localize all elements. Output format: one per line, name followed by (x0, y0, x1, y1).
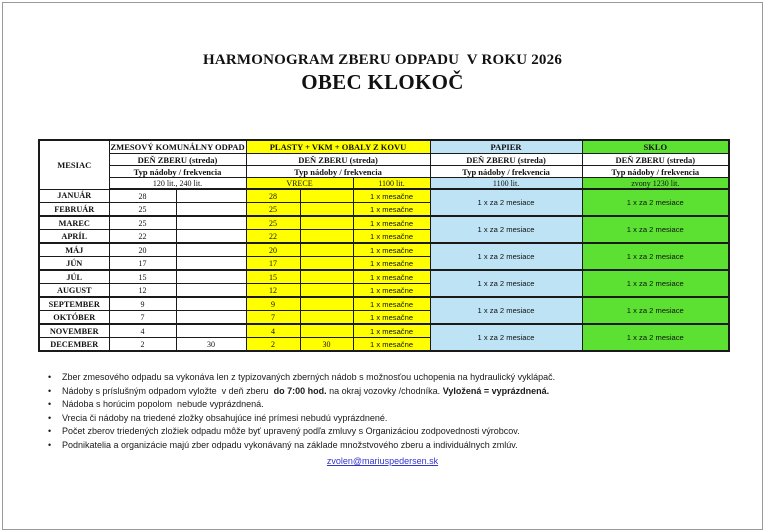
sklo-freq-cell: 1 x za 2 mesiace (582, 324, 729, 351)
note-segment-bold: Vyložená = vyprázdnená. (442, 385, 550, 396)
papier-freq-cell: 1 x za 2 mesiace (430, 216, 582, 243)
month-cell: FEBRUÁR (39, 203, 109, 217)
list-item (48, 399, 725, 410)
plasty-freq-cell: 1 x mesačne (353, 243, 430, 257)
group-header-zko: ZMESOVÝ KOMUNÁLNY ODPAD (110, 142, 245, 152)
container-sklo: zvony 1230 lit. (582, 178, 729, 190)
zko-date-cell (176, 257, 246, 271)
list-item (48, 386, 725, 397)
month-cell: NOVEMBER (39, 324, 109, 338)
month-cell: MÁJ (39, 243, 109, 257)
plasty-date-cell (300, 203, 353, 217)
papier-freq-cell: 1 x za 2 mesiace (430, 324, 582, 351)
zko-date-cell (176, 216, 246, 230)
zko-date-cell (176, 284, 246, 298)
plasty-date-cell (300, 270, 353, 284)
note-text (62, 386, 549, 397)
plasty-date-cell: 30 (300, 338, 353, 352)
plasty-date-cell (300, 284, 353, 298)
page-title: HARMONOGRAM ZBERU ODPADU V ROKU 2026 (202, 52, 563, 68)
month-cell: MAREC (39, 216, 109, 230)
zko-date-cell: 20 (109, 243, 176, 257)
plasty-date-cell: 9 (246, 297, 300, 311)
note-text: Nádoba s horúcim popolom nebude vyprázdnená. (62, 399, 264, 409)
plasty-date-cell: 2 (246, 338, 300, 352)
mesiac-header: MESIAC (39, 140, 109, 189)
plasty-freq-cell: 1 x mesačne (353, 270, 430, 284)
note-text: Počet zberov triedených zložiek odpadu môže byť upravený podľa zmluvy s Organizáciou zodpovednosti výrobcov. (62, 426, 520, 436)
plasty-date-cell: 22 (246, 230, 300, 244)
plasty-date-cell (300, 243, 353, 257)
sklo-freq-cell: 1 x za 2 mesiace (582, 270, 729, 297)
plasty-freq-cell: 1 x mesačne (353, 257, 430, 271)
plasty-date-cell: 12 (246, 284, 300, 298)
zko-date-cell: 12 (109, 284, 176, 298)
plasty-date-cell: 17 (246, 257, 300, 271)
plasty-freq-cell: 1 x mesačne (353, 297, 430, 311)
zko-date-cell: 9 (109, 297, 176, 311)
zko-date-cell (176, 297, 246, 311)
zko-date-cell (176, 270, 246, 284)
plasty-date-cell (300, 230, 353, 244)
group-header-plasty: PLASTY + VKM + OBALY Z KOVU (246, 140, 430, 154)
sklo-freq-cell: 1 x za 2 mesiace (582, 189, 729, 216)
zko-date-cell: 2 (109, 338, 176, 352)
zko-date-cell (176, 243, 246, 257)
container-plasty-bag: VRECE (246, 178, 353, 190)
plasty-date-cell: 15 (246, 270, 300, 284)
note-text: Podnikatelia a organizácie majú zber odpadu vykonávaný na základe množstvového zberu a individuálnych zmlúv. (62, 439, 518, 450)
list-item (48, 372, 725, 383)
zko-date-cell: 28 (109, 189, 176, 203)
month-cell: JANUÁR (39, 189, 109, 203)
bullet-icon: • (48, 372, 52, 382)
type-header-plasty: Typ nádoby / frekvencia (246, 166, 430, 178)
table-row (39, 297, 729, 311)
plasty-date-cell (300, 189, 353, 203)
container-zko: 120 lit., 240 lit. (109, 178, 246, 190)
email-link[interactable]: zvolen@mariuspedersen.sk (326, 456, 439, 466)
plasty-date-cell (300, 324, 353, 338)
day-header-sklo: DEŇ ZBERU (streda) (582, 154, 729, 166)
table-row (39, 270, 729, 284)
list-item (48, 426, 725, 437)
bullet-icon: • (48, 439, 52, 450)
plasty-date-cell: 28 (246, 189, 300, 203)
notes-list (48, 372, 725, 453)
note-segment: na okraj vozovky /chodníka. (326, 385, 443, 396)
zko-date-cell (176, 189, 246, 203)
month-cell: SEPTEMBER (39, 297, 109, 311)
month-cell: OKTÓBER (39, 311, 109, 325)
month-cell: JÚN (39, 257, 109, 271)
plasty-date-cell (300, 216, 353, 230)
papier-freq-cell: 1 x za 2 mesiace (430, 189, 582, 216)
zko-date-cell: 15 (109, 270, 176, 284)
plasty-freq-cell: 1 x mesačne (353, 203, 430, 217)
note-segment: Nádoby s príslušným odpadom vyložte v deň zberu (62, 385, 274, 396)
zko-date-cell: 7 (109, 311, 176, 325)
bullet-icon: • (48, 399, 52, 409)
plasty-freq-cell: 1 x mesačne (353, 284, 430, 298)
zko-date-cell: 25 (109, 203, 176, 217)
list-item (48, 413, 725, 424)
page-subtitle: OBEC KLOKOČ (301, 70, 464, 94)
plasty-freq-cell: 1 x mesačne (353, 216, 430, 230)
plasty-date-cell: 4 (246, 324, 300, 338)
bullet-icon: • (48, 412, 52, 423)
type-header-papier: Typ nádoby / frekvencia (430, 166, 582, 178)
bullet-icon: • (48, 385, 52, 396)
plasty-freq-cell: 1 x mesačne (353, 189, 430, 203)
zko-date-cell (176, 230, 246, 244)
day-header-plasty: DEŇ ZBERU (streda) (246, 154, 430, 166)
zko-date-cell: 17 (109, 257, 176, 271)
type-header-zko: Typ nádoby / frekvencia (109, 166, 246, 178)
zko-date-cell (176, 203, 246, 217)
note-text: Vrecia či nádoby na triedené zložky obsahujúce iné prímesi nebudú vyprázdnené. (62, 412, 388, 423)
plasty-freq-cell: 1 x mesačne (353, 311, 430, 325)
group-header-sklo: SKLO (582, 140, 729, 154)
day-header-zko: DEŇ ZBERU (streda) (109, 154, 246, 166)
type-header-sklo: Typ nádoby / frekvencia (582, 166, 729, 178)
plasty-date-cell (300, 311, 353, 325)
papier-freq-cell: 1 x za 2 mesiace (430, 297, 582, 324)
sklo-freq-cell: 1 x za 2 mesiace (582, 297, 729, 324)
table-row (39, 189, 729, 203)
day-header-papier: DEŇ ZBERU (streda) (430, 154, 582, 166)
table-row (39, 324, 729, 338)
footer (0, 456, 765, 466)
zko-date-cell: 25 (109, 216, 176, 230)
note-segment-bold: do 7:00 hod. (273, 385, 327, 396)
plasty-freq-cell: 1 x mesačne (353, 338, 430, 352)
zko-date-cell: 4 (109, 324, 176, 338)
month-cell: JÚL (39, 270, 109, 284)
plasty-date-cell: 25 (246, 216, 300, 230)
waste-schedule-table (38, 139, 730, 352)
plasty-date-cell (300, 257, 353, 271)
plasty-freq-cell: 1 x mesačne (353, 230, 430, 244)
table-row (39, 243, 729, 257)
plasty-date-cell: 20 (246, 243, 300, 257)
zko-date-cell (176, 311, 246, 325)
sklo-freq-cell: 1 x za 2 mesiace (582, 216, 729, 243)
sklo-freq-cell: 1 x za 2 mesiace (582, 243, 729, 270)
zko-date-cell: 30 (176, 338, 246, 352)
zko-date-cell: 22 (109, 230, 176, 244)
bullet-icon: • (48, 426, 52, 436)
month-cell: AUGUST (39, 284, 109, 298)
papier-freq-cell: 1 x za 2 mesiace (430, 243, 582, 270)
plasty-date-cell: 7 (246, 311, 300, 325)
group-header-papier: PAPIER (430, 140, 582, 154)
plasty-freq-cell: 1 x mesačne (353, 324, 430, 338)
table-row (39, 216, 729, 230)
papier-freq-cell: 1 x za 2 mesiace (430, 270, 582, 297)
note-text: Zber zmesového odpadu sa vykonáva len z typizovaných zberných nádob s možnosťou uchopenia na hydraulický vyklápač. (62, 372, 556, 382)
plasty-date-cell (300, 297, 353, 311)
list-item (48, 440, 725, 451)
title-block (0, 52, 765, 95)
container-papier: 1100 lit. (430, 178, 582, 190)
month-cell: APRÍL (39, 230, 109, 244)
plasty-date-cell: 25 (246, 203, 300, 217)
month-cell: DECEMBER (39, 338, 109, 352)
container-plasty-bin: 1100 lit. (353, 178, 430, 190)
zko-date-cell (176, 324, 246, 338)
